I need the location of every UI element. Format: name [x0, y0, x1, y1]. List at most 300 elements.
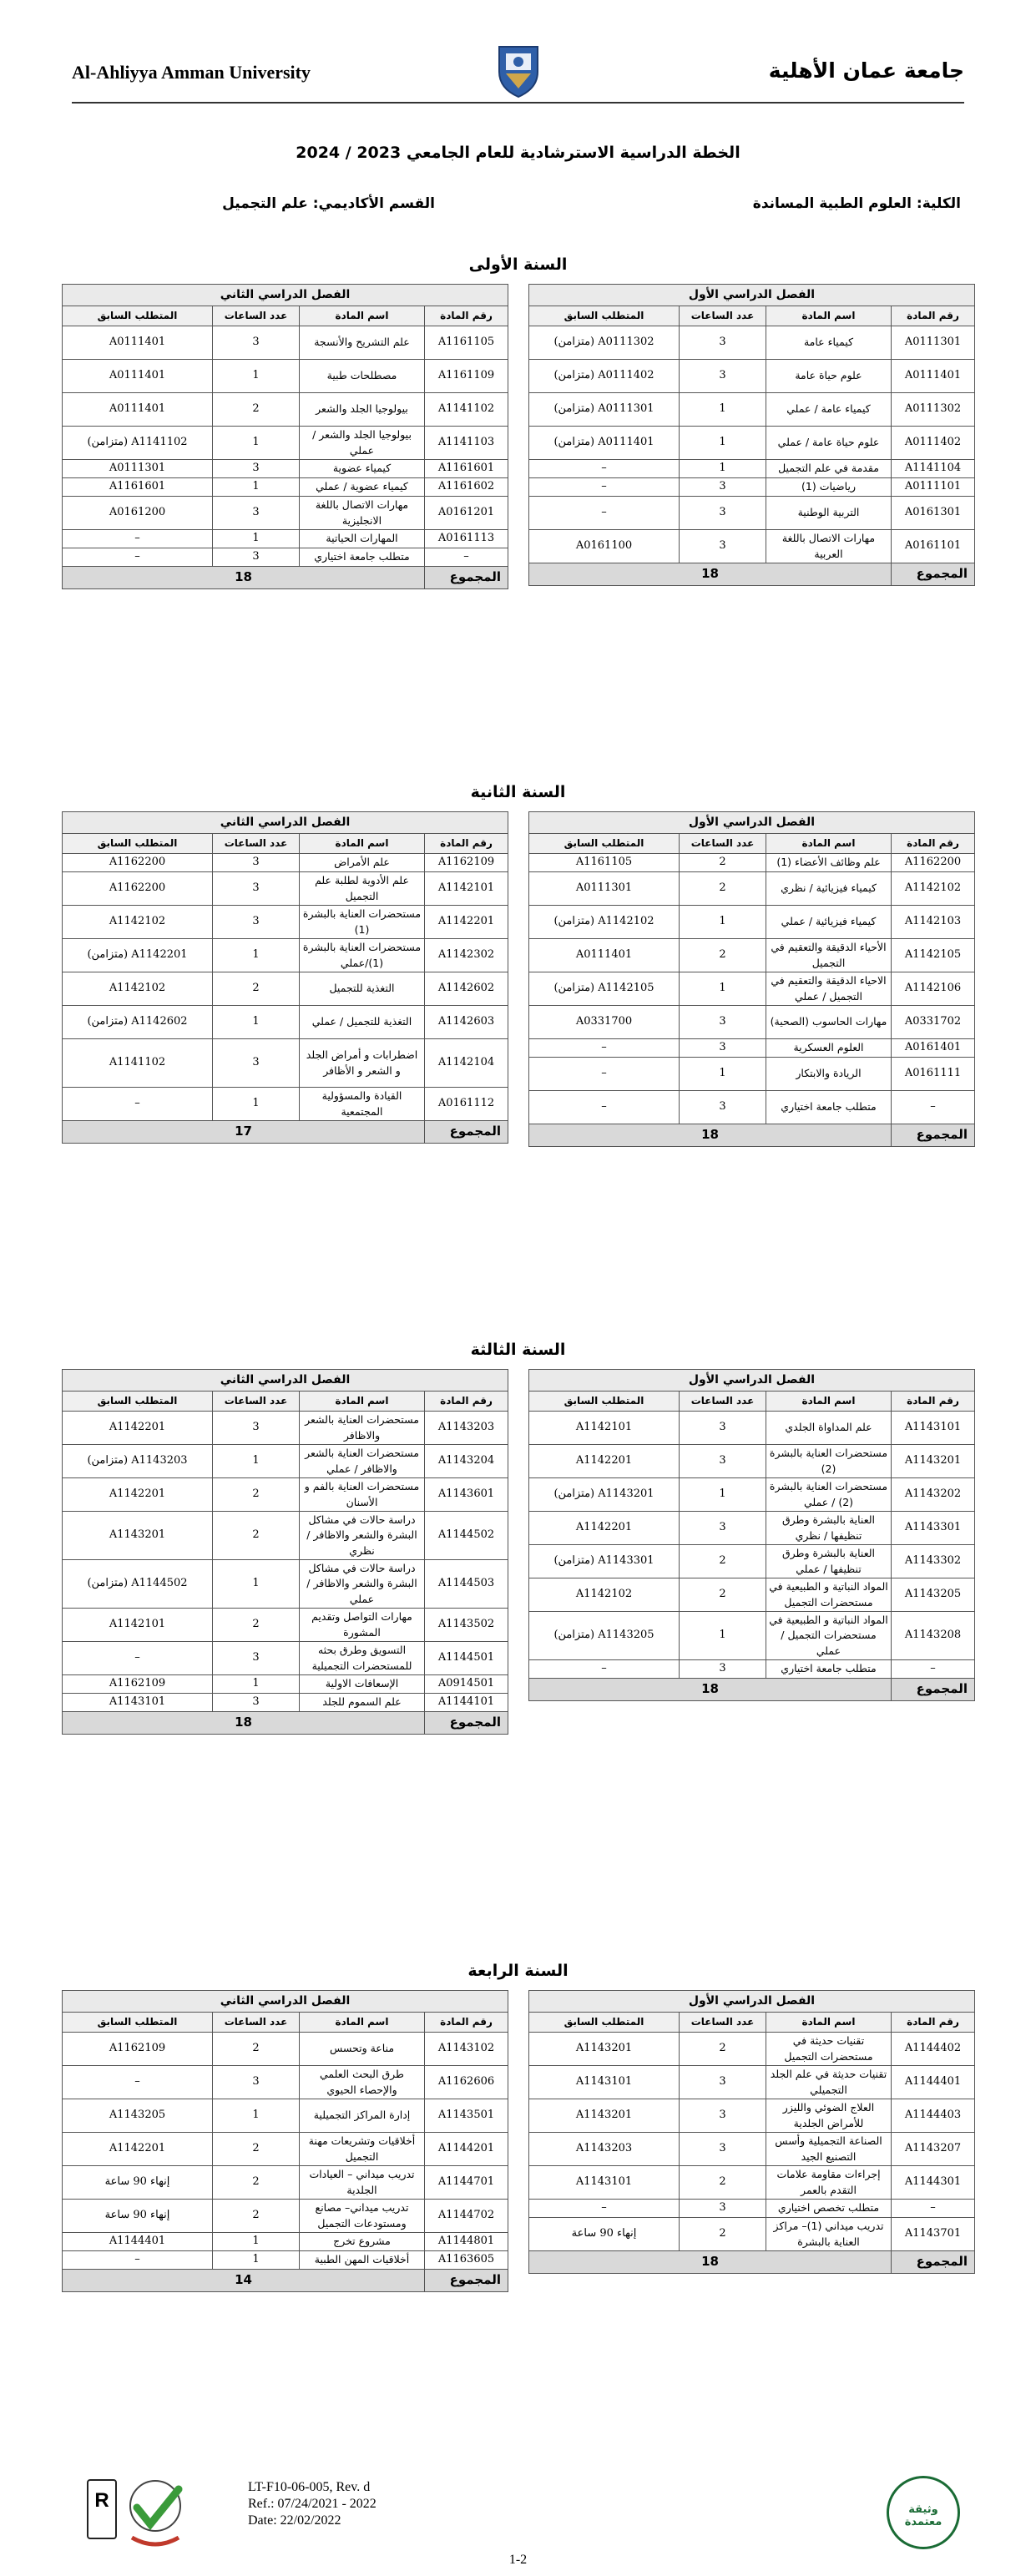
col-header-code: رقم المادة: [425, 1392, 508, 1412]
prerequisite: A1142101: [63, 1609, 213, 1642]
course-code: A1142103: [892, 906, 975, 939]
total-row: [63, 1712, 508, 1735]
prerequisite: A0111302 (متزامن): [529, 326, 680, 360]
course-name: تقنيات حديثة في علم الجلد التجميلي: [766, 2066, 892, 2099]
col-header-name: اسم المادة: [766, 834, 892, 854]
table-row: [63, 2066, 508, 2099]
col-header-code: رقم المادة: [425, 834, 508, 854]
course-code: A1143502: [425, 1609, 508, 1642]
page-header: [72, 33, 964, 102]
credit-hours: 2: [213, 2200, 300, 2233]
credit-hours: 3: [680, 2200, 766, 2218]
credit-hours: 1: [680, 1612, 766, 1660]
prerequisite: A1162200: [63, 854, 213, 872]
credit-hours: 3: [680, 1412, 766, 1445]
table-row: [63, 530, 508, 548]
year-1-sem-2-table: [62, 284, 508, 589]
course-name: مستحضرات العناية بالشعر والاظافر: [300, 1412, 425, 1445]
credit-hours: 3: [680, 497, 766, 530]
credit-hours: 2: [680, 1545, 766, 1578]
prerequisite: A0111301: [63, 460, 213, 478]
prerequisite: A0161200: [63, 497, 213, 530]
col-header-name: اسم المادة: [300, 2013, 425, 2033]
table-row: [529, 2166, 975, 2200]
course-name: متطلب جامعة اختياري: [300, 548, 425, 567]
prerequisite: –: [529, 460, 680, 478]
semester-title: الفصل الدراسي الأول: [529, 1991, 975, 2013]
course-code: A1144403: [892, 2099, 975, 2133]
course-code: A1142104: [425, 1039, 508, 1088]
total-row: [63, 2270, 508, 2292]
credit-hours: 3: [680, 1006, 766, 1039]
col-header-prereq: المتطلب السابق: [529, 306, 680, 326]
table-row: [63, 2251, 508, 2270]
course-name: مشروع تخرج: [300, 2233, 425, 2251]
prerequisite: –: [63, 2251, 213, 2270]
course-code: –: [892, 1660, 975, 1679]
credit-hours: 2: [213, 393, 300, 427]
course-name: مستحضرات العناية بالبشرة (2): [766, 1445, 892, 1478]
course-code: A1143101: [892, 1412, 975, 1445]
course-name: المواد النباتية و الطبيعية في مستحضرات التجميل / عملي: [766, 1612, 892, 1660]
course-code: A1162109: [425, 854, 508, 872]
col-header-name: اسم المادة: [300, 834, 425, 854]
semester-title: الفصل الدراسي الثاني: [63, 1991, 508, 2013]
course-code: A1143207: [892, 2133, 975, 2166]
doc-ref-line: Ref.: 07/24/2021 - 2022: [248, 2497, 376, 2511]
table-row: [529, 478, 975, 497]
course-name: مهارات الحاسوب (الصحية): [766, 1006, 892, 1039]
col-header-prereq: المتطلب السابق: [529, 2013, 680, 2033]
credit-hours: 2: [680, 939, 766, 972]
total-hours: 14: [63, 2270, 425, 2292]
credit-hours: 1: [213, 1675, 300, 1694]
credit-hours: 2: [213, 2033, 300, 2066]
credit-hours: 2: [213, 1512, 300, 1560]
prerequisite: A1142102 (متزامن): [529, 906, 680, 939]
course-name: مهارات التواصل وتقديم المشورة: [300, 1609, 425, 1642]
course-name: الاحياء الدقيقة والتعقيم في التجميل / عملي: [766, 972, 892, 1006]
course-name: تقنيات حديثة في مستحضرات التجميل: [766, 2033, 892, 2066]
year-3-sem-1-table: [528, 1369, 975, 1701]
year-3-sem-2-table: [62, 1369, 508, 1735]
prerequisite: A0111402 (متزامن): [529, 360, 680, 393]
prerequisite: –: [529, 1058, 680, 1091]
course-name: مستحضرات العناية بالفم و الأسنان: [300, 1478, 425, 1512]
table-row: [529, 497, 975, 530]
year-2-sem-2-table: [62, 811, 508, 1144]
total-label: المجموع: [425, 1712, 508, 1735]
course-code: A0161301: [892, 497, 975, 530]
university-name-en: Al-Ahliyya Amman University: [72, 62, 311, 83]
col-header-name: اسم المادة: [300, 1392, 425, 1412]
credit-hours: 2: [680, 2033, 766, 2066]
prerequisite: –: [529, 497, 680, 530]
prerequisite: A1143201: [63, 1512, 213, 1560]
year-1-sem-1-table: [528, 284, 975, 586]
course-code: A1144702: [425, 2200, 508, 2233]
course-name: اضطرابات و أمراض الجلد و الشعر و الأظافر: [300, 1039, 425, 1088]
prerequisite: –: [63, 1088, 213, 1121]
table-row: [63, 1039, 508, 1088]
course-code: A1142105: [892, 939, 975, 972]
total-label: المجموع: [892, 1679, 975, 1701]
course-code: A1143202: [892, 1478, 975, 1512]
col-header-code: رقم المادة: [425, 306, 508, 326]
document-code: [248, 2479, 376, 2529]
credit-hours: 3: [213, 1694, 300, 1712]
course-name: التربية الوطنية: [766, 497, 892, 530]
prerequisite: –: [529, 478, 680, 497]
course-code: A1143208: [892, 1612, 975, 1660]
course-name: علم وظائف الأعضاء (1): [766, 854, 892, 872]
course-name: مستحضرات العناية بالبشرة (1): [300, 906, 425, 939]
course-code: A1161602: [425, 478, 508, 497]
table-row: [63, 1006, 508, 1039]
course-name: المهارات الحياتية: [300, 530, 425, 548]
prerequisite: A1142201 (متزامن): [63, 939, 213, 972]
page-number: 1-2: [508, 2553, 528, 2567]
prerequisite: إنهاء 90 ساعة: [63, 2166, 213, 2200]
course-name: أخلاقيات المهن الطبية: [300, 2251, 425, 2270]
course-code: A1141103: [425, 427, 508, 460]
table-row: [529, 326, 975, 360]
total-row: [529, 563, 975, 586]
col-header-name: اسم المادة: [766, 306, 892, 326]
year-4-title: السنة الرابعة: [467, 1962, 569, 1980]
course-name: الإسعافات الاولية: [300, 1675, 425, 1694]
prerequisite: –: [63, 2066, 213, 2099]
credit-hours: 3: [213, 1642, 300, 1675]
course-name: مصطلحات طبية: [300, 360, 425, 393]
table-row: [63, 326, 508, 360]
credit-hours: 1: [213, 2251, 300, 2270]
total-label: المجموع: [425, 2270, 508, 2292]
prerequisite: A1143101: [529, 2166, 680, 2200]
table-row: [63, 1560, 508, 1609]
credit-hours: 1: [680, 1478, 766, 1512]
credit-hours: 3: [680, 1039, 766, 1058]
col-header-hours: عدد الساعات: [680, 2013, 766, 2033]
credit-hours: 2: [680, 2218, 766, 2251]
course-name: طرق البحث العلمي والإحصاء الحيوي: [300, 2066, 425, 2099]
course-name: مناعة وتحسس: [300, 2033, 425, 2066]
total-row: [529, 2251, 975, 2274]
prerequisite: A1162200: [63, 872, 213, 906]
credit-hours: 3: [680, 1512, 766, 1545]
semester-title: الفصل الدراسي الثاني: [63, 285, 508, 306]
table-row: [63, 1675, 508, 1694]
prerequisite: A1142102: [63, 972, 213, 1006]
credit-hours: 3: [680, 530, 766, 563]
table-row: [529, 393, 975, 427]
doc-date-line: Date: 22/02/2022: [248, 2513, 341, 2528]
course-name: كيمياء عامة / عملي: [766, 393, 892, 427]
prerequisite: A1142201: [63, 1412, 213, 1445]
table-row: [529, 460, 975, 478]
table-row: [529, 2218, 975, 2251]
prerequisite: A1143101: [529, 2066, 680, 2099]
prerequisite: A1143203: [529, 2133, 680, 2166]
prerequisite: A1142201: [63, 2133, 213, 2166]
course-code: A1143203: [425, 1412, 508, 1445]
prerequisite: A0111401: [63, 393, 213, 427]
course-code: A1143201: [892, 1445, 975, 1478]
course-name: الريادة والابتكار: [766, 1058, 892, 1091]
year-4-sem-2-table: [62, 1990, 508, 2292]
table-row: [63, 906, 508, 939]
table-row: [63, 1412, 508, 1445]
prerequisite: A1143203 (متزامن): [63, 1445, 213, 1478]
table-row: [529, 1039, 975, 1058]
credit-hours: 3: [680, 2066, 766, 2099]
plan-title: الخطة الدراسية الاسترشادية للعام الجامعي 2023 / 2024: [296, 144, 740, 162]
credit-hours: 3: [213, 872, 300, 906]
course-code: A1161105: [425, 326, 508, 360]
table-row: [529, 1058, 975, 1091]
col-header-hours: عدد الساعات: [680, 1392, 766, 1412]
total-label: المجموع: [425, 1121, 508, 1144]
semester-title: الفصل الدراسي الأول: [529, 1370, 975, 1392]
seal-text: وثيقة معتمدة: [904, 2503, 943, 2528]
course-name: القيادة والمسؤولية المجتمعية: [300, 1088, 425, 1121]
col-header-hours: عدد الساعات: [213, 1392, 300, 1412]
credit-hours: 3: [680, 360, 766, 393]
col-header-name: اسم المادة: [300, 306, 425, 326]
course-name: علم السموم للجلد: [300, 1694, 425, 1712]
university-name-ar: جامعة عمان الأهلية: [768, 58, 964, 83]
credit-hours: 2: [680, 1578, 766, 1612]
table-row: [529, 2033, 975, 2066]
table-row: [529, 854, 975, 872]
credit-hours: 2: [680, 854, 766, 872]
course-code: A1143204: [425, 1445, 508, 1478]
total-label: المجموع: [892, 563, 975, 586]
credit-hours: 3: [213, 906, 300, 939]
col-header-code: رقم المادة: [892, 306, 975, 326]
credit-hours: 1: [680, 427, 766, 460]
total-row: [529, 1124, 975, 1147]
prerequisite: A0111401: [63, 360, 213, 393]
course-code: A1141104: [892, 460, 975, 478]
prerequisite: A1162109: [63, 2033, 213, 2066]
prerequisite: A1142102: [529, 1578, 680, 1612]
course-code: –: [425, 548, 508, 567]
course-code: A1144301: [892, 2166, 975, 2200]
prerequisite: A0111301: [529, 872, 680, 906]
course-code: A1144801: [425, 2233, 508, 2251]
course-code: A1161601: [425, 460, 508, 478]
year-3-title: السنة الثالثة: [470, 1341, 566, 1359]
table-row: [529, 1612, 975, 1660]
course-code: A1144101: [425, 1694, 508, 1712]
table-row: [63, 1609, 508, 1642]
col-header-prereq: المتطلب السابق: [63, 1392, 213, 1412]
course-name: مستحضرات العناية بالبشرة (1)/عملي: [300, 939, 425, 972]
total-label: المجموع: [892, 1124, 975, 1147]
course-code: A1143701: [892, 2218, 975, 2251]
prerequisite: إنهاء 90 ساعة: [63, 2200, 213, 2233]
table-row: [529, 1445, 975, 1478]
credit-hours: 1: [213, 1560, 300, 1609]
table-row: [63, 393, 508, 427]
prerequisite: –: [63, 530, 213, 548]
prerequisite: A0111401: [529, 939, 680, 972]
table-row: [529, 906, 975, 939]
table-row: [63, 872, 508, 906]
course-name: علوم حياة عامة: [766, 360, 892, 393]
credit-hours: 3: [680, 478, 766, 497]
course-name: أخلاقيات وتشريعات مهنة التجميل: [300, 2133, 425, 2166]
credit-hours: 1: [680, 906, 766, 939]
prerequisite: A1143201 (متزامن): [529, 1478, 680, 1512]
course-name: متطلب جامعة اختياري: [766, 1091, 892, 1124]
course-code: A0331702: [892, 1006, 975, 1039]
table-row: [529, 1412, 975, 1445]
semester-title: الفصل الدراسي الثاني: [63, 812, 508, 834]
course-code: A1142102: [892, 872, 975, 906]
credit-hours: 3: [213, 2066, 300, 2099]
prerequisite: A1142101: [529, 1412, 680, 1445]
prerequisite: A1162109: [63, 1675, 213, 1694]
course-name: كيمياء فيزيائية / عملي: [766, 906, 892, 939]
prerequisite: A0111301 (متزامن): [529, 393, 680, 427]
prerequisite: إنهاء 90 ساعة: [529, 2218, 680, 2251]
credit-hours: 1: [213, 530, 300, 548]
table-row: [63, 1478, 508, 1512]
col-header-prereq: المتطلب السابق: [529, 834, 680, 854]
prerequisite: A1143205 (متزامن): [529, 1612, 680, 1660]
prerequisite: A1143301 (متزامن): [529, 1545, 680, 1578]
table-row: [63, 548, 508, 567]
department-label: القسم الأكاديمي: علم التجميل: [222, 195, 435, 212]
course-name: كيمياء عضوية / عملي: [300, 478, 425, 497]
course-code: A0161111: [892, 1058, 975, 1091]
prerequisite: A1143205: [63, 2099, 213, 2133]
table-row: [529, 1006, 975, 1039]
table-row: [529, 2066, 975, 2099]
table-row: [63, 972, 508, 1006]
course-name: علم التشريح والأنسجة: [300, 326, 425, 360]
table-row: [63, 1445, 508, 1478]
credit-hours: 3: [213, 1412, 300, 1445]
prerequisite: –: [529, 1660, 680, 1679]
credit-hours: 2: [213, 972, 300, 1006]
course-code: A1162200: [892, 854, 975, 872]
prerequisite: A1144401: [63, 2233, 213, 2251]
year-2-title: السنة الثانية: [470, 783, 566, 801]
col-header-prereq: المتطلب السابق: [63, 306, 213, 326]
course-code: A1161109: [425, 360, 508, 393]
total-hours: 18: [63, 1712, 425, 1735]
course-name: دراسة حالات في مشاكل البشرة والشعر والاظافر / نظري: [300, 1512, 425, 1560]
credit-hours: 3: [213, 497, 300, 530]
prerequisite: A1142201: [529, 1512, 680, 1545]
col-header-code: رقم المادة: [892, 1392, 975, 1412]
course-code: A1142302: [425, 939, 508, 972]
prerequisite: –: [63, 548, 213, 567]
course-name: التغذية للتجميل / عملي: [300, 1006, 425, 1039]
course-code: A1143501: [425, 2099, 508, 2133]
table-row: [529, 427, 975, 460]
table-row: [63, 2099, 508, 2133]
course-code: A0111401: [892, 360, 975, 393]
total-hours: 18: [529, 1679, 892, 1701]
course-code: A1144201: [425, 2133, 508, 2166]
semester-title: الفصل الدراسي الأول: [529, 285, 975, 306]
course-name: كيمياء فيزيائية / نظري: [766, 872, 892, 906]
table-row: [529, 2099, 975, 2133]
university-logo-icon: [494, 40, 543, 98]
course-name: مقدمة في علم التجميل: [766, 460, 892, 478]
col-header-name: اسم المادة: [766, 1392, 892, 1412]
credit-hours: 1: [213, 1088, 300, 1121]
table-row: [63, 427, 508, 460]
course-name: مهارات الاتصال باللغة العربية: [766, 530, 892, 563]
course-code: A1144501: [425, 1642, 508, 1675]
course-code: A1142603: [425, 1006, 508, 1039]
table-row: [529, 530, 975, 563]
course-name: العناية بالبشرة وطرق تنظيفها / نظري: [766, 1512, 892, 1545]
col-header-code: رقم المادة: [425, 2013, 508, 2033]
course-name: علم الأمراض: [300, 854, 425, 872]
course-name: العلوم العسكرية: [766, 1039, 892, 1058]
credit-hours: 2: [680, 872, 766, 906]
credit-hours: 3: [213, 854, 300, 872]
course-code: A0111301: [892, 326, 975, 360]
course-name: تدريب ميداني– مصانع ومستودعات التجميل: [300, 2200, 425, 2233]
prerequisite: A1161601: [63, 478, 213, 497]
prerequisite: A1161105: [529, 854, 680, 872]
course-code: A1144701: [425, 2166, 508, 2200]
course-name: علوم حياة عامة / عملي: [766, 427, 892, 460]
doc-code-line: LT-F10-06-005, Rev. d: [248, 2480, 371, 2494]
prerequisite: –: [63, 1642, 213, 1675]
total-row: [529, 1679, 975, 1701]
credit-hours: 3: [680, 1091, 766, 1124]
course-name: مهارات الاتصال باللغة الانجليزية: [300, 497, 425, 530]
course-name: التغذية للتجميل: [300, 972, 425, 1006]
total-hours: 18: [529, 2251, 892, 2274]
table-row: [63, 1642, 508, 1675]
table-row: [529, 360, 975, 393]
certification-mark-icon: R: [87, 2479, 117, 2539]
course-name: كيمياء عضوية: [300, 460, 425, 478]
table-row: [529, 1512, 975, 1545]
course-code: A0914501: [425, 1675, 508, 1694]
table-row: [63, 2033, 508, 2066]
col-header-code: رقم المادة: [892, 834, 975, 854]
course-code: A0161113: [425, 530, 508, 548]
total-hours: 18: [529, 1124, 892, 1147]
course-code: A0161401: [892, 1039, 975, 1058]
total-label: المجموع: [425, 567, 508, 589]
credit-hours: 1: [680, 460, 766, 478]
course-name: التسويق وطرق بحثه للمستحضرات التجميلية: [300, 1642, 425, 1675]
table-row: [529, 972, 975, 1006]
prerequisite: A1143201: [529, 2033, 680, 2066]
approved-document-seal: [887, 2476, 960, 2549]
course-name: الأحياء الدقيقة والتعقيم في التجميل: [766, 939, 892, 972]
course-code: A1143301: [892, 1512, 975, 1545]
credit-hours: 3: [213, 326, 300, 360]
course-code: A1142602: [425, 972, 508, 1006]
course-code: A0111402: [892, 427, 975, 460]
course-code: A1143205: [892, 1578, 975, 1612]
course-name: الصناعة التجميلية وأسس التصنيع الجيد: [766, 2133, 892, 2166]
total-label: المجموع: [892, 2251, 975, 2274]
table-row: [529, 1545, 975, 1578]
